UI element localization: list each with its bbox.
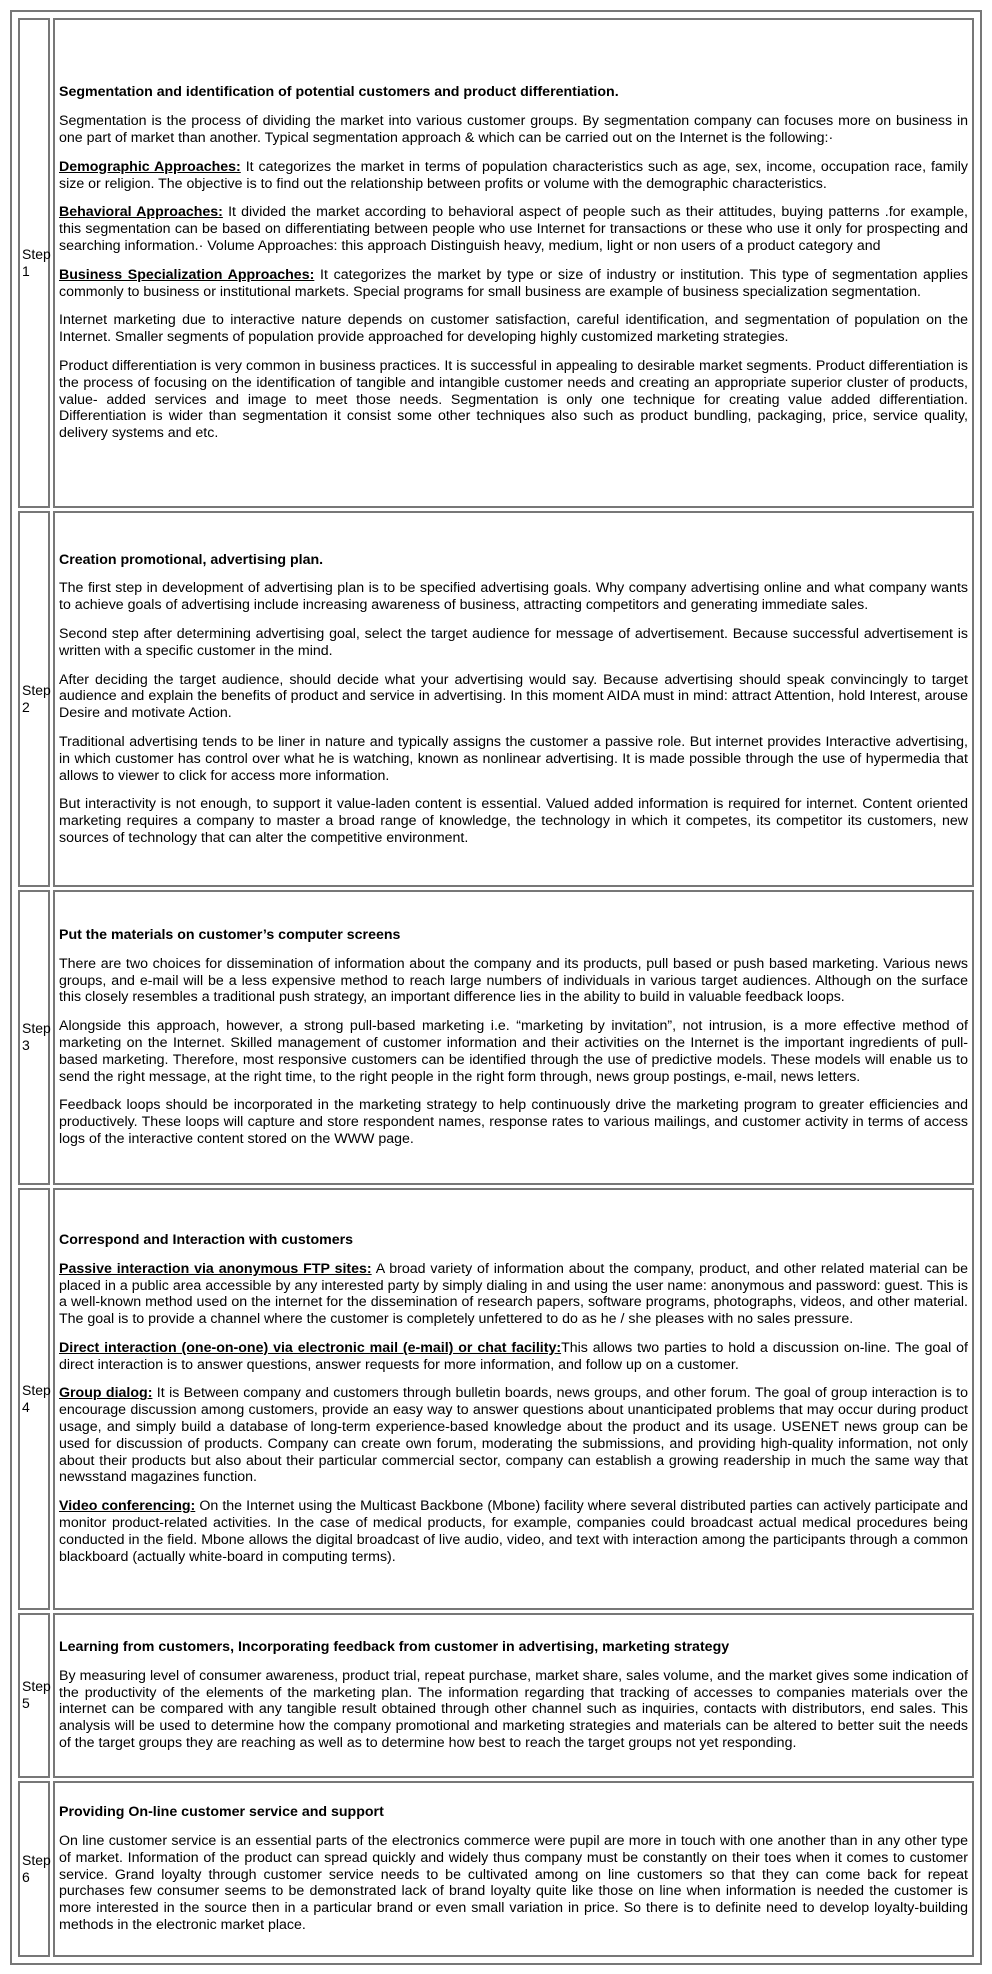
paragraph-heading: Video conferencing: xyxy=(59,1498,196,1515)
paragraph-text: It categorizes the market by type or size of industry or institution. This type of segmentation applies commonly to business or institutional markets. Special programs for small business are example of business specialization segmentation. xyxy=(59,266,969,300)
paragraph-heading: Passive interaction via anonymous FTP sites: xyxy=(59,1260,372,1277)
step-label-number: 3 xyxy=(22,1037,30,1054)
step-paragraph xyxy=(59,734,968,784)
step-label-number: 6 xyxy=(22,1869,30,1886)
step-label-cell xyxy=(18,18,50,508)
paragraph-text: There are two choices for dissemination of information about the company and its products, pull based or push based marketing. Various news groups, and e-mail will be a less expensive method to reach large numbers of individuals in various target audiences. Although on the surface this closely resembles a traditional push strategy, an important difference lies in the ability to build in valuable feedback loops. xyxy=(59,955,968,1006)
paragraph-text: It divided the market according to behavioral aspect of people such as their attitudes, buying patterns .for example, this segmentation can be based on differentiating between people who use Internet for transactions or these who use it only for prospecting and searching information.· Volume Approaches: this approach Distinguish heavy, medium, light or non users of a product category and xyxy=(59,204,968,254)
step-title: Providing On-line customer service and support xyxy=(59,1804,384,1821)
step-label-cell xyxy=(18,511,50,887)
step-label-word: Step xyxy=(22,246,51,263)
paragraph-text: Alongside this approach, however, a strong pull-based marketing i.e. “marketing by invitation”, not intrusion, is a more effective method of marketing on the Internet. Skilled management of customer information and their activities on the Internet is the important ingredients of pull-based marketing. Therefore, most responsive customers can be identified through the use of predictive models. These models will enable us to send the right message, at the right time, to the right people in the right form through, news group postings, e-mail, news letters. xyxy=(59,1018,968,1085)
step-row xyxy=(18,511,974,887)
paragraph-text: A broad variety of information about the company, product, and other related material can be placed in a public area accessible by any interested party by simply dialing in and using the user name: anonymous and password: guest. This is a well-known method used on the internet for the dissemination of research papers, software programs, photographs, videos, and other material. The goal is to provide a channel where the customer is completely unfettered to do as he / she pleases with no sales pressure. xyxy=(59,1260,969,1328)
step-row xyxy=(18,1781,974,1957)
paragraph-heading: Business Specialization Approaches: xyxy=(59,266,315,283)
step-label-number: 4 xyxy=(22,1398,30,1415)
paragraph-heading: Behavioral Approaches: xyxy=(59,204,223,221)
step-content-cell xyxy=(53,1613,974,1778)
document-page xyxy=(10,10,982,1965)
step-paragraph xyxy=(59,796,968,846)
step-paragraph xyxy=(59,626,968,660)
step-label-cell xyxy=(18,890,50,1185)
paragraph-text: Internet marketing due to interactive nature depends on customer satisfaction, careful identification, and segmentation of population on the Internet. Smaller segments of population provide approached for developing highly customized marketing strategies. xyxy=(59,312,968,346)
step-paragraph xyxy=(59,1340,968,1374)
step-label-number: 5 xyxy=(22,1695,30,1712)
step-content-cell xyxy=(53,890,974,1185)
step-title: Learning from customers, Incorporating feedback from customer in advertising, marketing strategy xyxy=(59,1639,730,1656)
steps-table xyxy=(15,15,977,1960)
step-content-cell xyxy=(53,1781,974,1957)
step-paragraph xyxy=(59,1385,968,1486)
paragraph-text: It categorizes the market in terms of population characteristics such as age, sex, income, occupation race, family size or religion. The objective is to find out the relationship between profits or volume with the demographic characteristics. xyxy=(59,158,968,192)
step-paragraph xyxy=(59,267,968,301)
paragraph-text: This allows two parties to hold a discussion on-line. The goal of direct interaction is to answer questions, answer requests for more information, and follow up on a customer. xyxy=(59,1339,968,1373)
step-label-cell xyxy=(18,1781,50,1957)
step-label-number: 1 xyxy=(22,263,30,280)
step-paragraph xyxy=(59,672,968,722)
step-paragraph xyxy=(59,113,968,147)
step-content-cell xyxy=(53,18,974,508)
paragraph-text: Product differentiation is very common in business practices. It is successful in appealing to desirable market segments. Product differentiation is the process of focusing on the identification of tangible and intangible customer needs and creating an appropriate superior cluster of products, value- added services and image to meet those needs. Segmentation is only one technique for creating value added differentiation. Differentiation is wider than segmentation it consist some other techniques also such as product bundling, packaging, price, service quality, delivery systems and etc. xyxy=(59,357,968,442)
step-label-word: Step xyxy=(22,1678,51,1695)
paragraph-text: After deciding the target audience, should decide what your advertising would say. Because advertising should speak convincingly to target audience and explain the benefits of product and service in advertising. In this moment AIDA must in mind: attract Attention, hold Interest, arouse Desire and motivate Action. xyxy=(59,671,968,722)
step-label-number: 2 xyxy=(22,699,30,716)
step-row xyxy=(18,18,974,508)
step-paragraph xyxy=(59,1018,968,1085)
paragraph-heading: Demographic Approaches: xyxy=(59,158,241,175)
step-paragraph xyxy=(59,1668,968,1752)
step-row xyxy=(18,1613,974,1778)
paragraph-text: On line customer service is an essential parts of the electronics commerce were pupil are more in touch with one another than in any other type of market. Information of the product can spread quickly and widely thus company must be constantly on their toes when it comes to customer service. Grand loyalty through customer service needs to be cultivated among on line customers so that they can come back for repeat purchases few consumer seems to be demonstrated lack of brand loyalty quite like those on line when information is needed the customer is more interested in the source then in a particular brand or even small variation in price. So there is to definite need to develop loyalty-building methods in the electronic market place. xyxy=(59,1833,968,1934)
paragraph-heading: Direct interaction (one-on-one) via electronic mail (e-mail) or chat facility: xyxy=(59,1339,562,1356)
step-paragraph xyxy=(59,956,968,1006)
step-title: Put the materials on customer’s computer screens xyxy=(59,926,401,943)
step-label-word: Step xyxy=(22,1020,51,1037)
paragraph-text: By measuring level of consumer awareness, product trial, repeat purchase, market share, sales volume, and the market gives some indication of the productivity of the elements of the marketing plan. The information regarding that tracking of accesses to companies materials over the internet can be compared with any tangible result obtained through other channel such as inquiries, contacts with distributors, end sales. This analysis will be used to determine how the company promotional and marketing strategies and materials can be altered to better suit the needs of the target groups they are reaching as well as to determine how best to reach the target groups not yet responding. xyxy=(59,1667,968,1752)
step-paragraph xyxy=(59,358,968,442)
step-label-cell xyxy=(18,1613,50,1778)
step-content-cell xyxy=(53,1188,974,1610)
step-paragraph xyxy=(59,1261,968,1328)
paragraph-text: On the Internet using the Multicast Backbone (Mbone) facility where several distributed parties can actively participate and monitor product-related activities. In the case of medical products, for example, companies could broadcast actual medical procedures being conducted in the field. Mbone allows the digital broadcast of live audio, video, and text with interaction among the participants through a common blackboard (actually white-board in computing terms). xyxy=(59,1498,968,1565)
step-label-word: Step xyxy=(22,1852,51,1869)
step-label-cell xyxy=(18,1188,50,1610)
paragraph-heading: Group dialog: xyxy=(59,1385,153,1402)
step-content-cell xyxy=(53,511,974,887)
paragraph-text: Segmentation is the process of dividing the market into various customer groups. By segmentation company can focuses more on business in one part of market than another. Typical segmentation approach & which can be carried out on the Internet is the following:· xyxy=(59,113,968,146)
step-title: Correspond and Interaction with customers xyxy=(59,1231,354,1248)
paragraph-text: Traditional advertising tends to be liner in nature and typically assigns the customer a passive role. But internet provides Interactive advertising, in which customer has control over what he is watching, known as nonlinear advertising. It is made possible through the use of hypermedia that allows to viewer to click for access more information. xyxy=(59,733,968,784)
step-paragraph xyxy=(59,1097,968,1147)
step-label-word: Step xyxy=(22,682,51,699)
step-paragraph xyxy=(59,159,968,193)
step-paragraph xyxy=(59,204,968,254)
paragraph-text: It is Between company and customers through bulletin boards, news groups, and other forum. The goal of group interaction is to encourage discussion among customers, provide an easy way to answer questions about unanticipated problems that may occur during product usage, and simply build a database of long-term experience-based knowledge about the product and its usage. USENET news group can be used for discussion of products. Company can create own forum, moderating the submissions, and providing high-quality information, not only about their products but also about their particular commercial sector, company can establish a growing readership in much the same way that newsstand magazines function. xyxy=(59,1385,968,1486)
steps-table-body xyxy=(18,18,974,1957)
step-paragraph xyxy=(59,1833,968,1934)
step-row xyxy=(18,890,974,1185)
step-paragraph xyxy=(59,1498,968,1565)
step-paragraph xyxy=(59,580,968,614)
step-label-word: Step xyxy=(22,1381,51,1398)
paragraph-text: The first step in development of advertising plan is to be specified advertising goals. Why company advertising online and what company wants to achieve goals of advertising include increasing awareness of business, attracting competitors and generating immediate sales. xyxy=(59,580,968,614)
step-title: Creation promotional, advertising plan. xyxy=(59,551,324,568)
step-row xyxy=(18,1188,974,1610)
step-title: Segmentation and identification of potential customers and product differentiation. xyxy=(59,84,619,101)
paragraph-text: Feedback loops should be incorporated in the marketing strategy to help continuously drive the marketing program to greater efficiencies and productively. These loops will capture and store respondent names, response rates to various mailings, and customer activity in terms of access logs of the interactive content stored on the WWW page. xyxy=(59,1097,968,1147)
paragraph-text: Second step after determining advertising goal, select the target audience for message of advertisement. Because successful advertisement is written with a specific customer in the mind. xyxy=(59,625,968,659)
paragraph-text: But interactivity is not enough, to support it value-laden content is essential. Valued added information is required for internet. Content oriented marketing requires a company to master a broad range of knowledge, the technology in which it competes, its competitor its customers, new sources of technology that can alter the competitive environment. xyxy=(59,796,968,846)
step-paragraph xyxy=(59,312,968,346)
